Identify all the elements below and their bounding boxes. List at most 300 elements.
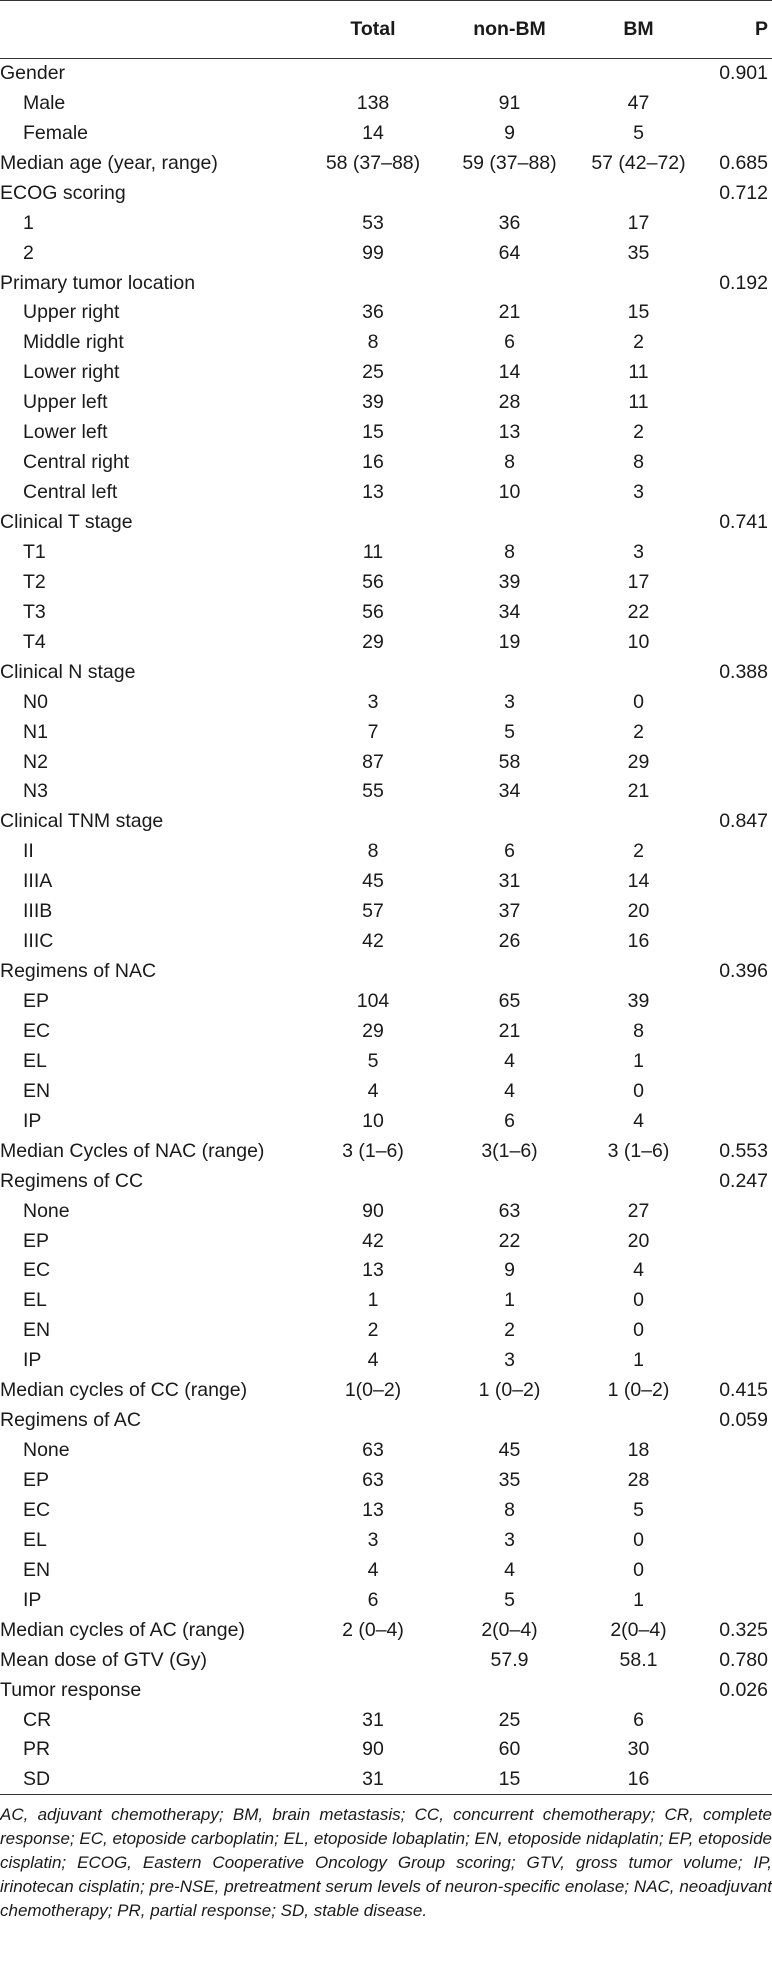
cell-non-bm: 10 [498,481,521,504]
cell-non-bm: 63 [498,1199,521,1222]
cell-p-value [687,687,772,717]
cell-non-bm: 15 [429,1765,590,1795]
cell-non-bm: 34 [498,780,521,803]
cell-non-bm: 57.9 [490,1648,529,1671]
header-row [0,1,772,59]
cell-non-bm: 35 [498,1469,521,1492]
row-label: EN [23,1319,51,1342]
cell-p-value [687,837,772,867]
cell-p-value [687,538,772,568]
cell-p-value [687,1106,772,1136]
cell-total: 42 [362,1229,384,1252]
cell-total [317,508,429,538]
cell-p-value: 0.712 [719,181,768,204]
table-row-subcategory [0,358,772,388]
row-label: IIIB [23,900,53,923]
cell-non-bm [429,178,590,208]
table-row-subcategory [0,1585,772,1615]
table-row-subcategory [0,208,772,238]
row-label: Mean dose of GTV (Gy) [0,1648,207,1671]
row-label: T2 [23,570,46,593]
cell-p-value [687,88,772,118]
cell-non-bm [429,508,590,538]
row-label: EL [23,1289,47,1312]
table-body [0,59,772,1795]
cell-p-value: 0.026 [719,1678,768,1701]
cell-non-bm [429,1675,590,1705]
cell-bm: 8 [633,1019,644,1042]
cell-total: 90 [362,1738,384,1761]
row-label: EC [23,1259,51,1282]
row-label: Regimens of CC [0,1169,144,1192]
row-label: N3 [23,780,48,803]
cell-p-value [687,1555,772,1585]
cell-bm: 17 [627,570,650,593]
cell-p-value [687,927,772,957]
cell-bm: 35 [627,241,650,264]
table-row-subcategory [0,538,772,568]
cell-non-bm: 36 [498,211,521,234]
cell-bm: 58.1 [619,1648,658,1671]
row-label: Central left [23,481,118,504]
cell-total: 55 [362,780,384,803]
row-label: Gender [0,62,66,85]
cell-non-bm: 13 [498,421,521,444]
row-label: Median cycles of AC (range) [0,1618,245,1641]
cell-p-value: 0.685 [719,151,768,174]
cell-bm: 29 [627,750,650,773]
table-row-variable [0,1136,772,1166]
cell-non-bm [429,957,590,987]
cell-p-value [687,1316,772,1346]
table-row-subcategory [0,1226,772,1256]
table-row-subcategory [0,448,772,478]
cell-total: 53 [362,211,384,234]
header-non-bm: non-BM [429,1,590,59]
cell-total: 104 [356,990,390,1013]
row-label: 2 [23,241,34,264]
cell-bm [590,178,687,208]
cell-total: 29 [362,1019,384,1042]
cell-bm: 0 [633,690,644,713]
cell-bm: 1 [633,1588,644,1611]
cell-p-value: 0.059 [719,1409,768,1432]
table-row-subcategory [0,897,772,927]
cell-non-bm: 5 [504,1588,515,1611]
row-label: Median cycles of CC (range) [0,1379,248,1402]
table-row-subcategory [0,777,772,807]
cell-bm: 6 [633,1708,644,1731]
cell-total: 7 [367,720,379,743]
cell-total [317,657,429,687]
cell-total: 29 [362,630,384,653]
cell-total: 13 [362,1259,384,1282]
cell-p-value [687,1765,772,1795]
row-label: Regimens of AC [0,1409,141,1432]
cell-total: 36 [362,301,384,324]
cell-p-value: 0.780 [719,1648,768,1671]
cell-bm: 28 [627,1469,650,1492]
row-label: EL [23,1049,47,1072]
row-label: II [23,840,34,863]
cell-p-value: 0.388 [719,660,768,683]
cell-bm: 4 [633,1259,644,1282]
cell-total: 14 [362,121,384,144]
cell-total: 5 [367,1049,379,1072]
cell-total: 25 [362,361,384,384]
cell-p-value [687,627,772,657]
header-p-value: P [687,1,772,59]
cell-total: 4 [367,1349,379,1372]
row-label: Lower right [23,361,120,384]
cell-bm: 0 [633,1528,644,1551]
cell-non-bm: 31 [498,870,521,893]
cell-p-value [687,597,772,627]
table-row-subcategory [0,747,772,777]
table-row-subcategory [0,88,772,118]
cell-bm: 22 [627,600,650,623]
cell-bm: 8 [633,451,644,474]
table-footnote: AC, adjuvant chemotherapy; BM, brain metastasis; CC, concurrent chemotherapy; CR, complete response; EC, etoposide carboplatin; EL, etoposide lobaplatin; EN, etoposide nidaplatin; EP, etoposide cisplatin; ECOG, Eastern Cooperative Oncology Group scoring; GTV, gross tumor volume; IP, irinotecan cisplatin; pre-NSE, pretreatment serum levels of neuron-specific enolase; NAC, neoadjuvant chemotherapy; PR, partial response; SD, stable disease. [0,1805,772,1921]
row-label: N2 [23,750,48,773]
cell-p-value [687,747,772,777]
cell-bm: 20 [627,1229,650,1252]
row-label: IP [23,1588,42,1611]
row-label: IIIA [23,870,53,893]
table-row-subcategory [0,1256,772,1286]
cell-non-bm: 3 [504,1349,515,1372]
cell-non-bm: 34 [498,600,521,623]
cell-p-value [687,1256,772,1286]
cell-total: 15 [362,421,384,444]
cell-p-value [687,1196,772,1226]
cell-p-value [687,1286,772,1316]
row-label: EC [23,1019,51,1042]
table-row-subcategory [0,1346,772,1376]
cell-non-bm: 2(0–4) [481,1618,538,1641]
cell-non-bm: 6 [504,1109,515,1132]
cell-p-value [687,418,772,448]
cell-non-bm [429,807,590,837]
table-row-variable [0,1166,772,1196]
cell-bm: 5 [633,1498,644,1521]
table-row-subcategory [0,1046,772,1076]
cell-p-value [687,1046,772,1076]
cell-bm: 5 [633,121,644,144]
cell-total: 1 [367,1289,379,1312]
cell-p-value [687,1735,772,1765]
table-row-subcategory [0,1196,772,1226]
cell-total: 13 [362,1498,384,1521]
table-row-variable [0,508,772,538]
cell-p-value [687,1705,772,1735]
cell-bm: 39 [627,990,650,1013]
cell-p-value: 0.192 [719,271,768,294]
cell-total: 1(0–2) [344,1379,402,1402]
cell-total: 58 (37–88) [325,151,421,174]
cell-non-bm: 9 [504,1259,515,1282]
cell-p-value: 0.247 [719,1169,768,1192]
cell-bm [590,1166,687,1196]
cell-non-bm: 60 [498,1738,521,1761]
cell-non-bm: 6 [504,840,515,863]
cell-p-value [687,1076,772,1106]
cell-p-value [687,118,772,148]
cell-non-bm [429,59,590,89]
table-row-subcategory [0,927,772,957]
table-row-subcategory [0,1496,772,1526]
cell-p-value [687,897,772,927]
row-label: Central right [23,451,130,474]
cell-bm [590,1406,687,1436]
cell-non-bm: 26 [498,930,521,953]
table-row-subcategory [0,118,772,148]
cell-bm: 3 (1–6) [607,1139,670,1162]
cell-p-value [687,1496,772,1526]
cell-p-value: 0.415 [719,1379,768,1402]
cell-non-bm: 58 [498,750,521,773]
row-label: N1 [23,720,48,743]
cell-non-bm: 91 [498,91,521,114]
table-row-subcategory [0,627,772,657]
cell-bm: 21 [627,780,650,803]
cell-p-value: 0.553 [719,1139,768,1162]
cell-non-bm: 65 [498,990,521,1013]
table-row-subcategory [0,238,772,268]
cell-non-bm: 22 [498,1229,521,1252]
row-label: EP [23,1229,50,1252]
cell-bm [590,957,687,987]
row-label: PR [23,1738,51,1761]
cell-bm: 3 [633,481,644,504]
cell-p-value [687,1525,772,1555]
cell-total [317,957,429,987]
cell-bm: 3 [633,540,644,563]
cell-p-value [687,1017,772,1047]
table-row-subcategory [0,388,772,418]
cell-p-value: 0.741 [719,511,768,534]
cell-total [317,1406,429,1436]
cell-non-bm: 19 [498,630,521,653]
table-row-subcategory [0,987,772,1017]
row-label: Middle right [23,331,124,354]
header-bm: BM [590,1,687,59]
row-label: Female [23,121,89,144]
cell-total: 4 [367,1079,379,1102]
row-label: Clinical N stage [0,660,136,683]
cell-total [317,1645,429,1675]
cell-bm: 17 [627,211,650,234]
cell-p-value [687,987,772,1017]
cell-total: 45 [362,870,384,893]
row-label: EP [23,1469,50,1492]
cell-bm: 14 [627,870,650,893]
row-label: Median Cycles of NAC (range) [0,1139,265,1162]
row-label: Median age (year, range) [0,151,218,174]
row-label: Male [23,91,66,114]
table-row-variable [0,1406,772,1436]
cell-total: 87 [362,750,384,773]
table-row-subcategory [0,298,772,328]
table-row-subcategory [0,478,772,508]
cell-non-bm [429,1166,590,1196]
table-row-variable [0,1645,772,1675]
cell-non-bm: 4 [504,1558,515,1581]
cell-total: 56 [362,600,384,623]
cell-total [317,1166,429,1196]
table-row-variable [0,1675,772,1705]
table-row-variable [0,1376,772,1406]
cell-bm: 16 [590,1765,687,1795]
cell-non-bm [429,268,590,298]
cell-bm [590,268,687,298]
cell-bm: 11 [628,361,649,384]
table-row-subcategory [0,1555,772,1585]
cell-p-value: 0.901 [719,62,768,85]
row-label: Upper right [23,301,120,324]
cell-bm: 0 [633,1558,644,1581]
cell-bm: 18 [627,1439,650,1462]
table-row-subcategory [0,717,772,747]
cell-non-bm: 45 [498,1439,521,1462]
row-label: SD [0,1765,317,1795]
cell-p-value [687,567,772,597]
row-label: EN [23,1079,51,1102]
cell-non-bm: 59 (37–88) [462,151,557,174]
cell-bm: 10 [627,630,650,653]
row-label: IP [23,1349,42,1372]
cell-total [317,807,429,837]
cell-total: 16 [362,451,384,474]
table-row-subcategory [0,1017,772,1047]
cell-p-value [687,238,772,268]
cell-total: 56 [362,570,384,593]
cell-p-value: 0.396 [719,960,768,983]
cell-total: 3 [367,690,379,713]
cell-bm: 0 [633,1079,644,1102]
row-label: Lower left [23,421,108,444]
cell-p-value [687,867,772,897]
cell-non-bm: 64 [498,241,521,264]
table-row-subcategory [0,837,772,867]
cell-total [317,1675,429,1705]
cell-total [317,268,429,298]
row-label: IP [23,1109,42,1132]
row-label: IIIC [23,930,54,953]
cell-total: 10 [362,1109,384,1132]
cell-non-bm: 3 [504,1528,515,1551]
row-label: EP [23,990,50,1013]
table-row-variable [0,957,772,987]
cell-total: 99 [362,241,384,264]
header-total: Total [317,1,429,59]
cell-p-value [687,1346,772,1376]
cell-non-bm: 1 [504,1289,515,1312]
cell-bm: 15 [627,301,650,324]
cell-non-bm: 4 [504,1079,515,1102]
row-label: Tumor response [0,1678,142,1701]
cell-bm: 2 [633,720,644,743]
table-row-variable [0,178,772,208]
row-label: Upper left [23,391,108,414]
cell-total: 42 [362,930,384,953]
cell-bm: 4 [633,1109,644,1132]
cell-bm [590,59,687,89]
table-row-subcategory [0,1316,772,1346]
cell-total: 2 [367,1319,379,1342]
cell-non-bm: 3(1–6) [481,1139,538,1162]
cell-total: 63 [362,1439,384,1462]
cell-non-bm: 14 [498,361,521,384]
cell-bm: 2 [633,840,644,863]
cell-total: 39 [362,391,384,414]
cell-bm: 16 [627,930,650,953]
cell-bm: 2(0–4) [610,1618,667,1641]
cell-total: 3 [367,1528,379,1551]
row-label: None [23,1439,70,1462]
row-label: N0 [23,690,48,713]
cell-bm: 0 [633,1319,644,1342]
cell-total: 8 [367,331,379,354]
row-label: CR [23,1708,52,1731]
table-row-variable [0,59,772,89]
cell-total: 3 (1–6) [342,1139,404,1162]
row-label: EN [23,1558,51,1581]
cell-p-value [687,208,772,238]
cell-bm: 11 [628,391,649,414]
cell-bm [590,508,687,538]
cell-bm: 1 [633,1349,644,1372]
cell-p-value [687,717,772,747]
table-row-subcategory [0,1765,772,1795]
cell-non-bm: 21 [498,301,521,324]
table-row-variable [0,807,772,837]
row-label: Regimens of NAC [0,960,157,983]
table-row-subcategory [0,1466,772,1496]
cell-non-bm [429,1406,590,1436]
cell-bm: 27 [627,1199,650,1222]
cell-non-bm: 21 [498,1019,521,1042]
table-row-subcategory [0,328,772,358]
cell-non-bm: 6 [504,331,515,354]
cell-p-value [687,1585,772,1615]
cell-total [317,59,429,89]
cell-p-value [687,1226,772,1256]
cell-total: 2 (0–4) [342,1618,404,1641]
row-label: Clinical TNM stage [0,810,164,833]
cell-non-bm: 8 [504,540,515,563]
table-row-subcategory [0,1705,772,1735]
cell-bm: 2 [633,421,644,444]
cell-non-bm: 2 [504,1319,515,1342]
cell-total: 6 [367,1588,379,1611]
row-label: ECOG scoring [0,181,126,204]
cell-non-bm: 8 [504,1498,515,1521]
cell-non-bm: 1 (0–2) [478,1379,541,1402]
cell-bm: 57 (42–72) [591,151,686,174]
cell-bm: 1 (0–2) [607,1379,670,1402]
table-header [0,1,772,59]
cell-bm: 30 [627,1738,650,1761]
cell-total: 57 [362,900,384,923]
row-label: T3 [23,600,46,623]
row-label: EL [23,1528,47,1551]
cell-bm [590,657,687,687]
cell-bm [590,1675,687,1705]
table-row-subcategory [0,1735,772,1765]
cell-total [317,178,429,208]
cell-p-value [687,298,772,328]
